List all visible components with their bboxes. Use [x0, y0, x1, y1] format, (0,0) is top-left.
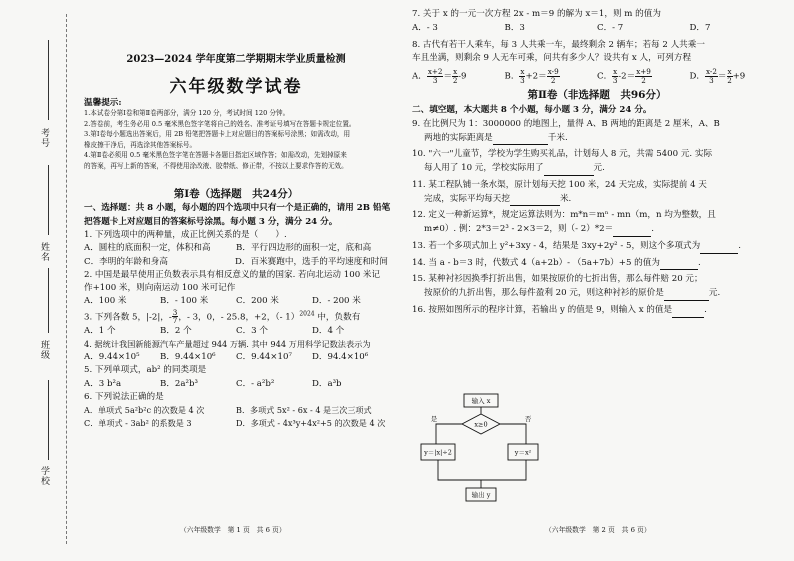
option-c: C．- 7	[597, 22, 624, 33]
fill-instruction: 二、填空题，本大题共 8 个小题，每小题 3 分，满分 24 分。	[412, 105, 652, 116]
option-c: C．9.44×10⁷	[236, 351, 292, 362]
question-1-options-row2	[84, 256, 388, 269]
class-field[interactable]	[48, 268, 49, 333]
tip-line: 橡皮擦干净后，再选涂其他答案标号。	[84, 140, 197, 149]
q14-text: 14. 当 a - b＝3 时，代数式 4（a+2b）- （5a+7b）+5 的值为	[412, 257, 660, 268]
question-1-options	[84, 242, 388, 255]
part2-heading: 第Ⅱ卷（非选择题 共96分）	[527, 89, 667, 102]
choice-instruction: 把答题卡上对应题目的答案标号涂黑。每小题 3 分，满分 24 分。	[84, 216, 338, 227]
exam-number-field[interactable]	[48, 40, 49, 120]
answer-blank[interactable]	[493, 135, 548, 145]
q11-text: 完成，实际平均每天挖	[424, 193, 510, 204]
tips-list	[84, 108, 388, 171]
tip-line: 1.本试卷分第Ⅰ卷和第Ⅱ卷两部分，满分 120 分，考试时间 120 分钟。	[84, 109, 290, 117]
frac-den: 3	[520, 75, 525, 85]
question-4-options	[84, 351, 388, 364]
right-box-label: y＝x²	[514, 448, 532, 457]
school-field[interactable]	[48, 380, 49, 460]
option-b: B．- 100 米	[160, 296, 209, 307]
part1-heading: 第Ⅰ卷（选择题 共24分）	[173, 188, 299, 200]
option-c: C．李明的年龄和身高	[84, 256, 168, 267]
exam-title: 六年级数学试卷	[169, 77, 303, 97]
option-c	[597, 68, 690, 84]
option-a: A．100 米	[84, 296, 127, 307]
output-label: 输出 y	[471, 491, 491, 499]
question-1: 1. 下列选项中的两种量，成正比例关系的是（ ）.	[84, 229, 287, 240]
opt-tail: -9	[458, 71, 467, 82]
option-b: B．9.44×10⁶	[160, 351, 216, 362]
question-4: 4. 据统计我国新能源汽车产量超过 944 万辆. 其中 944 万用科学记数法表示为	[84, 339, 371, 350]
opt-label: B．	[504, 71, 520, 82]
q15-unit: 元.	[708, 288, 721, 299]
part1-body	[84, 186, 391, 429]
frac-num: x+2	[427, 67, 443, 76]
question-7-options	[412, 22, 782, 36]
question-2-cont: 作+100 米，则向南运动 100 米可记作	[84, 283, 236, 294]
frac-num: x	[727, 67, 732, 76]
question-5: 5. 下列单项式，ab² 的同类项是	[84, 365, 207, 376]
yes-label: 是	[430, 415, 438, 423]
program-flowchart	[420, 392, 540, 517]
question-8: 8. 古代有若干人乘车，每 3 人共乘一车，最终剩余 2 辆车；若每 2 人共乘一	[412, 39, 705, 50]
option-a	[412, 68, 505, 84]
q3-frac-den: 7	[172, 316, 178, 326]
tip-line: 2.答卷前，考生务必用 0.5 毫米黑色签字笔将自己的姓名、准考证号填写在答题卡规定位置。	[84, 119, 356, 128]
option-d: D．多项式 - 4x³y+4x²+5 的次数是 4 次	[236, 417, 386, 428]
frac-num: x-2	[705, 67, 717, 76]
q15-text: 按原价的九折出售，那么每件盈利 20 元，则这种衬衫的原价是	[424, 288, 664, 299]
name-field[interactable]	[48, 165, 49, 235]
tip-line: 的答案，再写上新的答案，不得使用涂改液、胶带纸、修正带，不按以上要求作答的无效。	[84, 161, 348, 170]
option-a: A．9.44×10⁵	[84, 351, 140, 362]
frac-den: 3	[432, 75, 438, 85]
option-b: B．3	[504, 22, 525, 33]
question-3	[84, 309, 388, 325]
name-label: 姓名	[39, 242, 49, 262]
opt-mid: -2＝	[618, 71, 636, 82]
frac-den: 2	[641, 75, 646, 85]
question-2: 2. 中国是最早使用正负数表示具有相反意义的量的国家. 若向北运动 100 米记	[84, 269, 381, 280]
frac-num: x	[613, 67, 618, 76]
tip-line: 4.第Ⅱ卷必须用 0.5 毫米黑色签字笔在答题卡各题目指定区域作答；如需改动，先划掉原来	[84, 151, 347, 160]
answer-blank[interactable]	[700, 244, 738, 254]
answer-blank[interactable]	[510, 196, 560, 206]
question-12-cont	[412, 223, 782, 237]
q3-pre: 3. 下列各数 5，|-2|，-	[84, 312, 172, 323]
question-5-options	[84, 378, 388, 391]
q3-post: ，- 3，0，- 25.8，+2，（- 1）	[178, 312, 300, 323]
question-15-cont	[412, 287, 782, 301]
tips-heading: 温馨提示:	[84, 98, 122, 108]
question-6-options-row2	[84, 417, 388, 430]
page-footer-right: （六年级数学 第 2 页 共 6 页）	[545, 526, 651, 534]
option-b: B．平行四边形的面积一定，底和高	[236, 243, 372, 254]
opt-mid: ＝	[717, 71, 727, 82]
question-3-options	[84, 325, 388, 338]
opt-label: D．	[689, 71, 705, 82]
option-a: A．单项式 5a²b²c 的次数是 4 次	[84, 405, 205, 416]
year-title: 2023—2024 学年度第二学期期末学业质量检测	[126, 54, 346, 65]
decision-label: x≥0	[474, 420, 488, 429]
merge-line	[438, 460, 526, 480]
binding-strip	[0, 0, 72, 561]
input-label: 输入 x	[471, 397, 491, 405]
exam-number-label: 考号	[39, 128, 49, 148]
q9-text: 两地的实际距离是	[424, 132, 493, 143]
question-9-cont	[412, 132, 782, 146]
question-7: 7. 关于 x 的一元一次方程 2x - m＝9 的解为 x＝1，则 m 的值为	[412, 9, 661, 19]
tip-line: 3.第Ⅰ卷每小题选出答案后，用 2B 铅笔把答题卡上对应题目的答案标号涂黑；如需改动，用	[84, 130, 351, 139]
frac-num: x	[520, 67, 525, 76]
question-11: 11. 某工程队铺一条水渠，原计划每天挖 100 米，24 天完成，实际提前 4 天	[412, 179, 707, 190]
q13-text: 13. 若一个多项式加上 y²+3xy - 4，结果是 3xy+2y² - 5，则这个多项式为	[412, 240, 701, 251]
q14-end: .	[697, 257, 701, 268]
frac-den: 3	[612, 75, 618, 85]
question-14	[412, 257, 782, 271]
question-10-cont	[412, 162, 782, 176]
left-box-label: y＝|x|÷2	[424, 448, 452, 457]
frac-den: 3	[709, 75, 714, 85]
q16-text: 16. 按照如图所示的程序计算，若输出 y 的值是 9，则输入 x 的值是	[412, 304, 673, 315]
q3-exponent: 2024	[299, 310, 315, 318]
q13-end: .	[738, 240, 741, 251]
q12-text: m≠0）. 例：2*3＝2³ - 2×3＝2，则（- 2）*2＝	[424, 224, 614, 235]
frac-den: 2	[452, 75, 458, 85]
question-2-options	[84, 295, 388, 308]
question-6: 6. 下列说法正确的是	[84, 391, 164, 402]
q9-unit: 千米.	[547, 132, 568, 143]
option-a: A．- 3	[412, 22, 438, 33]
question-10: 10. "六一"儿童节，学校为学生购买礼品，计划每人 8 元，共需 5400 元. 实际	[412, 149, 713, 160]
yes-branch-line	[436, 424, 462, 444]
q16-end: .	[704, 304, 707, 315]
question-13	[412, 240, 782, 254]
option-a: A．1 个	[84, 325, 116, 336]
frac-den: 2	[550, 75, 556, 85]
q10-unit: 元.	[593, 163, 605, 174]
answer-blank[interactable]	[544, 166, 594, 176]
frac-den: 2	[727, 75, 732, 85]
no-label: 否	[524, 415, 532, 423]
q12-end: .	[651, 224, 654, 235]
q10-text: 每人用了 10 元，学校实际用了	[424, 163, 544, 174]
question-12: 12. 定义一种新运算*，规定运算法则为：m*n＝mⁿ - mn（m，n 均为整数，且	[412, 210, 716, 221]
question-8-options	[412, 68, 782, 84]
opt-tail: +9	[732, 71, 746, 82]
option-a: A．3 b²a	[84, 378, 122, 389]
option-c: C．单项式 - 3ab² 的系数是 3	[84, 417, 192, 428]
right-column	[412, 8, 782, 318]
seal-line	[66, 14, 67, 544]
option-b: B．2a²b³	[160, 378, 198, 389]
opt-label: C．	[597, 71, 613, 82]
school-label: 学校	[39, 466, 49, 486]
question-15: 15. 某种衬衫因换季打折出售，如果按原价的七折出售，那么每件赔 20 元；	[412, 274, 703, 285]
question-11-cont	[412, 193, 782, 207]
q11-unit: 米.	[559, 193, 572, 204]
option-c: C．- a²b²	[236, 378, 275, 389]
option-a: A．圆柱的底面积一定，体积和高	[84, 243, 211, 254]
option-d: D．- 200 米	[312, 296, 361, 307]
option-d: D．94.4×10⁶	[312, 351, 369, 362]
option-c: C．200 米	[236, 296, 279, 307]
option-b	[505, 68, 598, 84]
option-c: C．3 个	[236, 325, 268, 336]
opt-mid: ＝	[443, 71, 453, 82]
choice-instruction: 一、选择题：共 8 小题，每小题的四个选项中只有一个是正确的，请用 2B 铅笔	[84, 203, 391, 214]
opt-mid: +2＝	[525, 71, 547, 82]
question-8-cont: 车且坐满，则剩余 9 人无车可乘，问共有多少人？设共有 x 人，可列方程	[412, 53, 692, 64]
answer-blank[interactable]	[672, 308, 704, 318]
class-label: 班级	[39, 340, 49, 360]
question-9: 9. 在比例尺为 1：3000000 的地图上，量得 A、B 两地的距离是 2 厘米，A、B	[412, 118, 720, 129]
option-d: D．百米赛跑中，选手的平均速度和时间	[235, 256, 388, 267]
frac-num: x-9	[547, 67, 559, 76]
page-footer-left: （六年级数学 第 1 页 共 6 页）	[180, 526, 286, 534]
answer-blank[interactable]	[660, 260, 698, 270]
q3-frac-num: 3	[172, 307, 178, 317]
frac-num: x	[453, 67, 458, 76]
no-branch-line	[500, 424, 526, 444]
frac-num: x+9	[636, 67, 651, 76]
answer-blank[interactable]	[664, 291, 709, 301]
option-d: D．7	[689, 22, 711, 33]
option-d	[690, 68, 783, 84]
opt-label: A．	[412, 71, 427, 82]
option-d: D．4 个	[312, 325, 345, 336]
q3-end: 中，负数有	[314, 312, 361, 323]
answer-blank[interactable]	[613, 227, 651, 237]
question-6-options	[84, 404, 388, 417]
option-b: B．多项式 5x² - 6x - 4 是三次三项式	[236, 405, 372, 416]
option-b: B．2 个	[160, 325, 192, 336]
question-16	[412, 304, 782, 318]
option-d: D．a³b	[312, 378, 342, 389]
